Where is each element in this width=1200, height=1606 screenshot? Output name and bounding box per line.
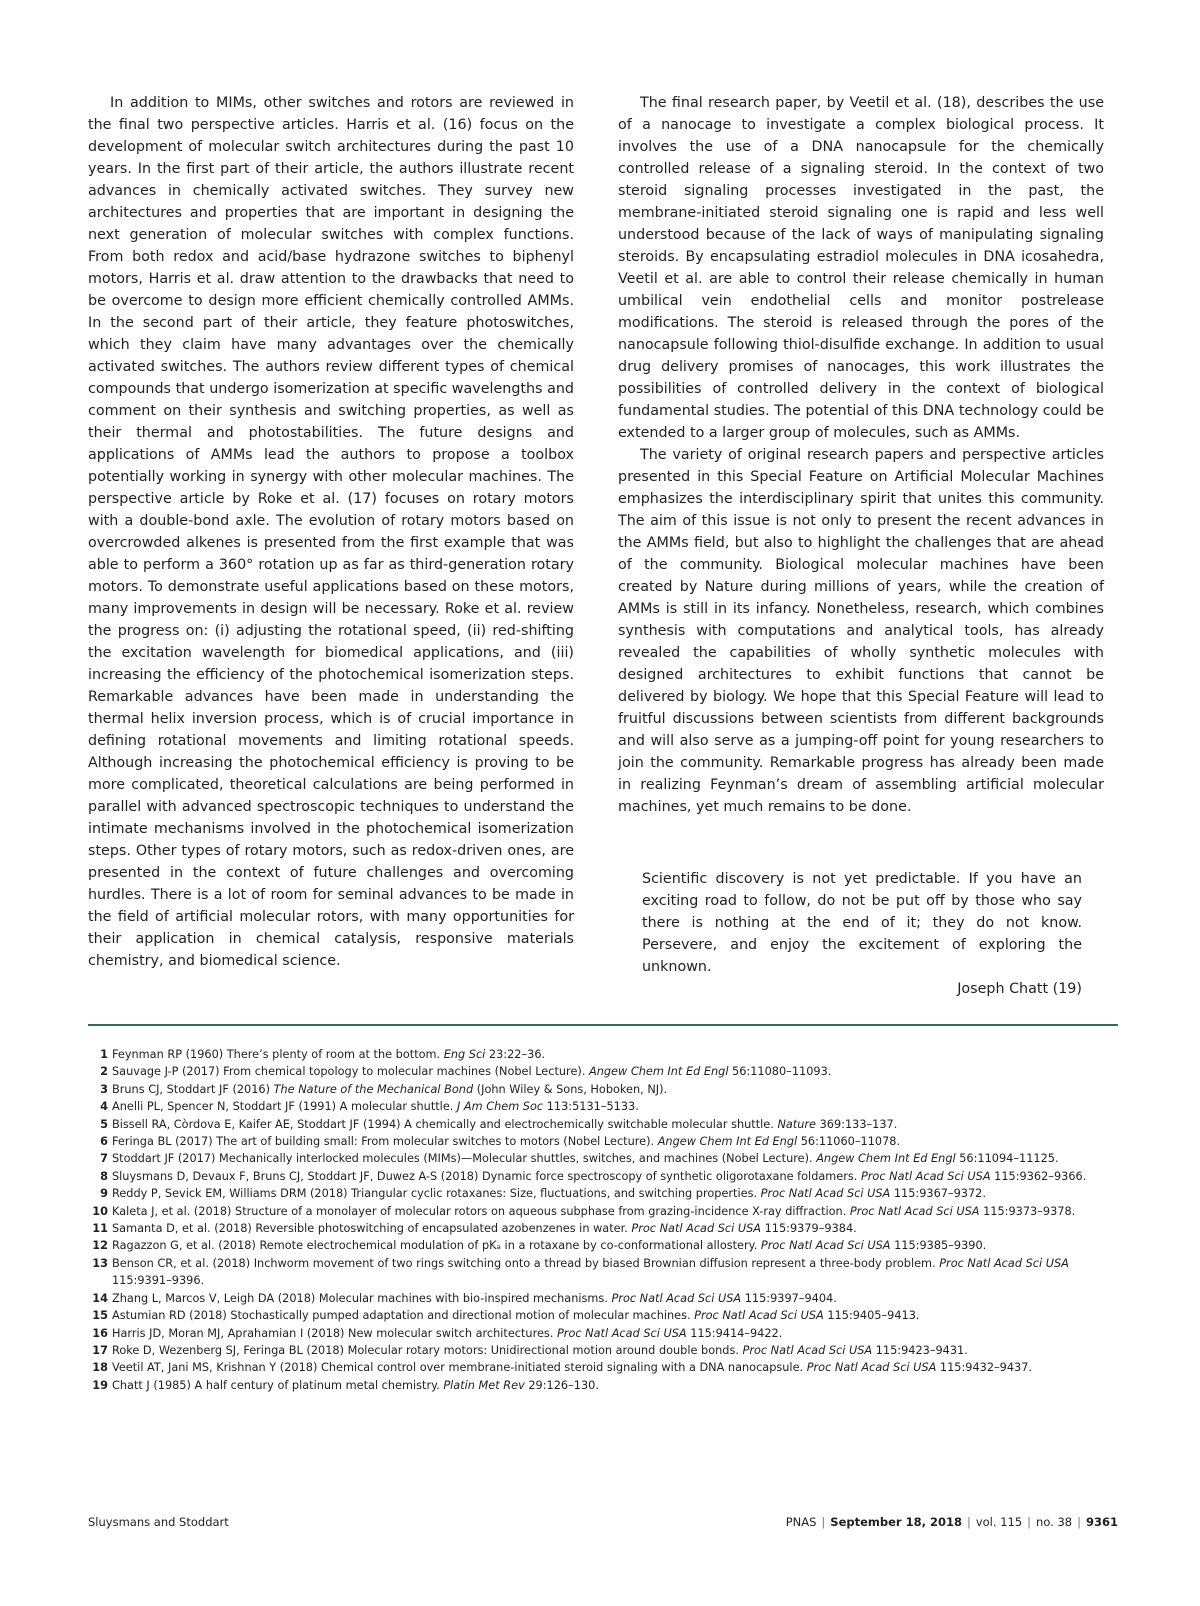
reference-text xyxy=(112,1081,1118,1098)
paragraph: In addition to MIMs, other switches and rotors are reviewed in the final two perspective articles. Harris et al. (16) focus on the development of molecular switch architectures during the past 10 years. In the first part of their article, the authors illustrate recent advances in chemically activated switches. They survey new architectures and properties that are important in designing the next generation of molecular switches with complex functions. From both redox and acid/base hydrazone switches to biphenyl motors, Harris et al. draw attention to the drawbacks that need to be overcome to design more efficient chemically controlled AMMs. In the second part of their article, they feature photoswitches, which they claim have many advantages over the chemically activated switches. The authors review different types of chemical compounds that undergo isomerization at specific wavelengths and comment on their synthesis and switching properties, as well as their thermal and photostabilities. The future designs and applications of AMMs lead the authors to propose a toolbox potentially working in synergy with other molecular machines. The perspective article by Roke et al. (17) focuses on rotary motors with a double-bond axle. The evolution of rotary motors based on overcrowded alkenes is presented from the first example that was able to perform a 360° rotation up as far as third-generation rotary motors. To demonstrate useful applications based on these motors, many improvements in design will be necessary. Roke et al. review the progress on: (i) adjusting the rotational speed, (ii) red-shifting the excitation wavelength for biomedical applications, and (iii) increasing the efficiency of the photochemical isomerization steps. Remarkable advances have been made in understanding the thermal helix inversion process, which is of crucial importance in defining rotational movements and limiting rotational speeds. Although increasing the photochemical efficiency is proving to be more complicated, theoretical calculations are being performed in parallel with advanced spectroscopic techniques to understand the intimate mechanisms involved in the photochemical isomerization steps. Other types of rotary motors, such as redox-driven ones, are presented in the context of future challenges and overcoming hurdles. There is a lot of room for seminal advances to be made in the field of artificial molecular rotors, with many opportunities for their application in chemical catalysis, responsive materials chemistry, and biomedical science. xyxy=(88,95,574,969)
reference-journal: Proc Natl Acad Sci USA xyxy=(557,1326,687,1340)
reference-number: 12 xyxy=(92,1239,108,1253)
reference-citation: Astumian RD (2018) Stochastically pumped adaptation and directional motion of molecular machines. xyxy=(112,1309,691,1323)
reference-pages: 56:11094–11125. xyxy=(959,1152,1059,1166)
reference-text xyxy=(112,1116,1118,1133)
reference-citation: Bissell RA, Còrdova E, Kaifer AE, Stoddart JF (1994) A chemically and electrochemically switchable molecular shuttle. xyxy=(112,1117,774,1131)
reference-text xyxy=(112,1063,1118,1080)
reference-citation: Zhang L, Marcos V, Leigh DA (2018) Molecular machines with bio-inspired mechanisms. xyxy=(112,1291,608,1305)
reference-number: 19 xyxy=(92,1378,108,1392)
reference-text xyxy=(112,1150,1118,1167)
reference-pages: 56:11080–11093. xyxy=(732,1065,832,1079)
footer-separator: | xyxy=(1027,1515,1032,1529)
reference-number: 15 xyxy=(92,1309,108,1323)
footer-journal: PNAS xyxy=(785,1515,817,1529)
reference-item xyxy=(88,1220,1118,1237)
reference-item xyxy=(88,1237,1118,1254)
closing-quote: Scientific discovery is not yet predictable. If you have an exciting road to follow, do not be put off by those who say there is nothing at the end of it; they do not know. Persevere, and enjoy the excitement of exploring the unknown. xyxy=(642,871,1082,975)
reference-number: 2 xyxy=(100,1065,108,1079)
paragraph: The variety of original research papers and perspective articles presented in this Special Feature on Artificial Molecular Machines emphasizes the interdisciplinary spirit that unites this community. The aim of this issue is not only to present the recent advances in the AMMs field, but also to highlight the challenges that are ahead of the community. Biological molecular machines have been created by Nature during millions of years, while the creation of AMMs is still in its infancy. Nonetheless, research, which combines synthesis with computations and analytical tools, has already revealed the capabilities of wholly synthetic molecules with designed architectures to exhibit functions that cannot be delivered by biology. We hope that this Special Feature will lead to fruitful discussions between scientists from different backgrounds and will also serve as a jumping-off point for young researchers to join the community. Remarkable progress has already been made in realizing Feynman’s dream of assembling artificial molecular machines, yet much remains to be done. xyxy=(618,447,1104,815)
reference-text xyxy=(112,1203,1118,1220)
reference-journal: Proc Natl Acad Sci USA xyxy=(742,1343,873,1357)
reference-citation: Feynman RP (1960) There’s plenty of room at the bottom. xyxy=(112,1048,441,1061)
reference-citation: Benson CR, et al. (2018) Inchworm movement of two rings switching onto a thread by biased Brownian diffusion represent a three-body problem. xyxy=(112,1256,936,1270)
reference-item xyxy=(88,1307,1118,1324)
reference-number: 9 xyxy=(100,1187,108,1201)
reference-pages: 115:9362–9366. xyxy=(994,1169,1087,1183)
reference-item xyxy=(88,1116,1118,1133)
reference-text xyxy=(112,1098,1118,1115)
reference-number: 7 xyxy=(100,1152,108,1166)
reference-journal: J Am Chem Soc xyxy=(456,1100,544,1114)
reference-citation: Samanta D, et al. (2018) Reversible photoswitching of encapsulated azobenzenes in water. xyxy=(112,1222,628,1236)
reference-journal: Proc Natl Acad Sci USA xyxy=(939,1256,1069,1270)
reference-journal: Proc Natl Acad Sci USA xyxy=(760,1187,891,1201)
reference-journal: Platin Met Rev xyxy=(443,1378,525,1392)
reference-journal: Proc Natl Acad Sci USA xyxy=(631,1222,762,1236)
footer-separator: | xyxy=(821,1515,826,1529)
footer-authors: Sluysmans and Stoddart xyxy=(88,1515,229,1529)
reference-text xyxy=(112,1359,1118,1376)
reference-number: 5 xyxy=(100,1117,108,1131)
reference-pages: 115:9414–9422. xyxy=(690,1326,783,1340)
reference-pages: (John Wiley & Sons, Hoboken, NJ). xyxy=(476,1082,668,1096)
reference-pages: 369:133–137. xyxy=(819,1117,898,1131)
reference-journal: The Nature of the Mechanical Bond xyxy=(273,1082,474,1096)
reference-journal: Proc Natl Acad Sci USA xyxy=(611,1291,742,1305)
footer-separator: | xyxy=(1077,1515,1081,1529)
reference-list xyxy=(88,1046,1118,1394)
reference-journal: Proc Natl Acad Sci USA xyxy=(694,1309,824,1323)
reference-item xyxy=(88,1168,1118,1185)
reference-number: 17 xyxy=(92,1343,108,1357)
section-divider xyxy=(88,1024,1118,1026)
reference-pages: 56:11060–11078. xyxy=(800,1135,901,1149)
reference-journal: Angew Chem Int Ed Engl xyxy=(657,1135,798,1149)
reference-citation: Chatt J (1985) A half century of platinum metal chemistry. xyxy=(112,1378,440,1392)
reference-number: 18 xyxy=(92,1361,108,1375)
reference-number: 16 xyxy=(92,1326,108,1340)
reference-item xyxy=(88,1098,1118,1115)
reference-text xyxy=(112,1377,1118,1394)
reference-pages: 115:9373–9378. xyxy=(983,1204,1076,1218)
reference-text xyxy=(112,1185,1118,1202)
reference-citation: Veetil AT, Jani MS, Krishnan Y (2018) Chemical control over membrane-initiated steroid signaling with a DNA nanocapsule. xyxy=(112,1361,804,1375)
reference-pages: 115:9432–9437. xyxy=(939,1361,1033,1375)
reference-pages: 113:5131–5133. xyxy=(546,1100,639,1114)
reference-pages: 115:9367–9372. xyxy=(893,1187,986,1201)
reference-pages: 115:9379–9384. xyxy=(764,1222,857,1236)
reference-item xyxy=(88,1342,1118,1359)
footer-date: September 18, 2018 xyxy=(830,1515,962,1529)
quote-attribution: Joseph Chatt (19) xyxy=(957,981,1082,997)
reference-pages: 115:9391–9396. xyxy=(112,1274,205,1288)
right-text-column xyxy=(618,92,1104,818)
reference-number: 11 xyxy=(92,1222,108,1236)
reference-citation: Harris JD, Moran MJ, Aprahamian I (2018) New molecular switch architectures. xyxy=(112,1326,554,1340)
reference-text xyxy=(112,1220,1118,1237)
reference-item xyxy=(88,1325,1118,1342)
reference-citation: Roke D, Wezenberg SJ, Feringa BL (2018) Molecular rotary motors: Unidirectional motion around double bonds. xyxy=(112,1343,739,1357)
reference-journal: Angew Chem Int Ed Engl xyxy=(589,1065,729,1079)
reference-pages: 115:9405–9413. xyxy=(827,1309,920,1323)
reference-item xyxy=(88,1255,1118,1290)
reference-item xyxy=(88,1359,1118,1376)
footer-issue: no. 38 xyxy=(1036,1515,1073,1529)
reference-text xyxy=(112,1237,1118,1254)
reference-citation: Bruns CJ, Stoddart JF (2016) xyxy=(112,1082,271,1096)
reference-text xyxy=(112,1255,1118,1290)
paragraph: The final research paper, by Veetil et al. (18), describes the use of a nanocage to investigate a complex biological process. It involves the use of a DNA nanocapsule for the chemically controlled release of a signaling steroid. In the context of two steroid signaling processes investigated in the past, the membrane-initiated steroid signaling one is rapid and less well understood because of the lack of ways of manipulating signaling steroids. By encapsulating estradiol molecules in DNA icosahedra, Veetil et al. are able to control their release chemically in human umbilical vein endothelial cells and monitor postrelease modifications. The steroid is released through the pores of the nanocapsule following thiol-disulfide exchange. In addition to usual drug delivery promises of nanocages, this work illustrates the possibilities of controlled delivery in the context of biological fundamental studies. The potential of this DNA technology could be extended to a larger group of molecules, such as AMMs. xyxy=(618,95,1104,441)
reference-text xyxy=(112,1325,1118,1342)
reference-text xyxy=(112,1307,1118,1324)
reference-pages: 23:22–36. xyxy=(488,1048,546,1061)
reference-pages: 29:126–130. xyxy=(528,1378,599,1392)
reference-citation: Sluysmans D, Devaux F, Bruns CJ, Stoddart JF, Duwez A-S (2018) Dynamic force spectroscopy of synthetic oligorotaxane foldamers. xyxy=(112,1169,858,1183)
reference-citation: Kaleta J, et al. (2018) Structure of a monolayer of molecular rotors on aqueous subphase from grazing-incidence X-ray diffraction. xyxy=(112,1204,847,1218)
reference-number: 3 xyxy=(100,1082,108,1096)
reference-item xyxy=(88,1133,1118,1150)
reference-text xyxy=(112,1133,1118,1150)
reference-journal: Nature xyxy=(777,1117,816,1131)
reference-item xyxy=(88,1150,1118,1167)
left-text-column xyxy=(88,92,574,972)
reference-text xyxy=(112,1290,1118,1307)
reference-text xyxy=(112,1342,1118,1359)
reference-number: 13 xyxy=(92,1256,108,1270)
reference-item xyxy=(88,1046,1118,1063)
reference-journal: Proc Natl Acad Sci USA xyxy=(760,1239,891,1253)
footer-separator: | xyxy=(966,1515,971,1529)
reference-item xyxy=(88,1377,1118,1394)
reference-item xyxy=(88,1290,1118,1307)
reference-text xyxy=(112,1168,1118,1185)
reference-number: 14 xyxy=(92,1291,108,1305)
reference-citation: Feringa BL (2017) The art of building small: From molecular switches to motors (Nobel Lecture). xyxy=(112,1135,655,1149)
reference-number: 8 xyxy=(100,1169,108,1183)
reference-number: 4 xyxy=(100,1100,108,1114)
reference-journal: Eng Sci xyxy=(443,1048,486,1061)
reference-pages: 115:9423–9431. xyxy=(875,1343,968,1357)
footer-journal-info xyxy=(786,1514,1118,1530)
reference-journal: Angew Chem Int Ed Engl xyxy=(816,1152,956,1166)
reference-item xyxy=(88,1203,1118,1220)
reference-citation: Anelli PL, Spencer N, Stoddart JF (1991) A molecular shuttle. xyxy=(112,1100,454,1114)
reference-journal: Proc Natl Acad Sci USA xyxy=(849,1204,980,1218)
reference-pages: 115:9385–9390. xyxy=(894,1239,987,1253)
reference-item xyxy=(88,1063,1118,1080)
reference-journal: Proc Natl Acad Sci USA xyxy=(860,1169,991,1183)
reference-pages: 115:9397–9404. xyxy=(744,1291,837,1305)
reference-citation: Ragazzon G, et al. (2018) Remote electrochemical modulation of pKₐ in a rotaxane by co-conformational allostery. xyxy=(112,1239,758,1253)
footer-page-number: 9361 xyxy=(1085,1515,1118,1529)
reference-citation: Sauvage J-P (2017) From chemical topology to molecular machines (Nobel Lecture). xyxy=(112,1065,586,1079)
reference-citation: Reddy P, Sevick EM, Williams DRM (2018) Triangular cyclic rotaxanes: Size, fluctuations, and switching properties. xyxy=(112,1187,758,1201)
reference-citation: Stoddart JF (2017) Mechanically interlocked molecules (MIMs)—Molecular shuttles, switches, and machines (Nobel Lecture). xyxy=(112,1152,813,1166)
footer-volume: vol. 115 xyxy=(975,1515,1023,1529)
reference-item xyxy=(88,1185,1118,1202)
reference-item xyxy=(88,1081,1118,1098)
reference-journal: Proc Natl Acad Sci USA xyxy=(806,1361,937,1375)
reference-number: 10 xyxy=(92,1204,108,1218)
reference-number: 6 xyxy=(100,1135,108,1149)
reference-text xyxy=(112,1046,1118,1063)
reference-number: 1 xyxy=(100,1048,108,1061)
